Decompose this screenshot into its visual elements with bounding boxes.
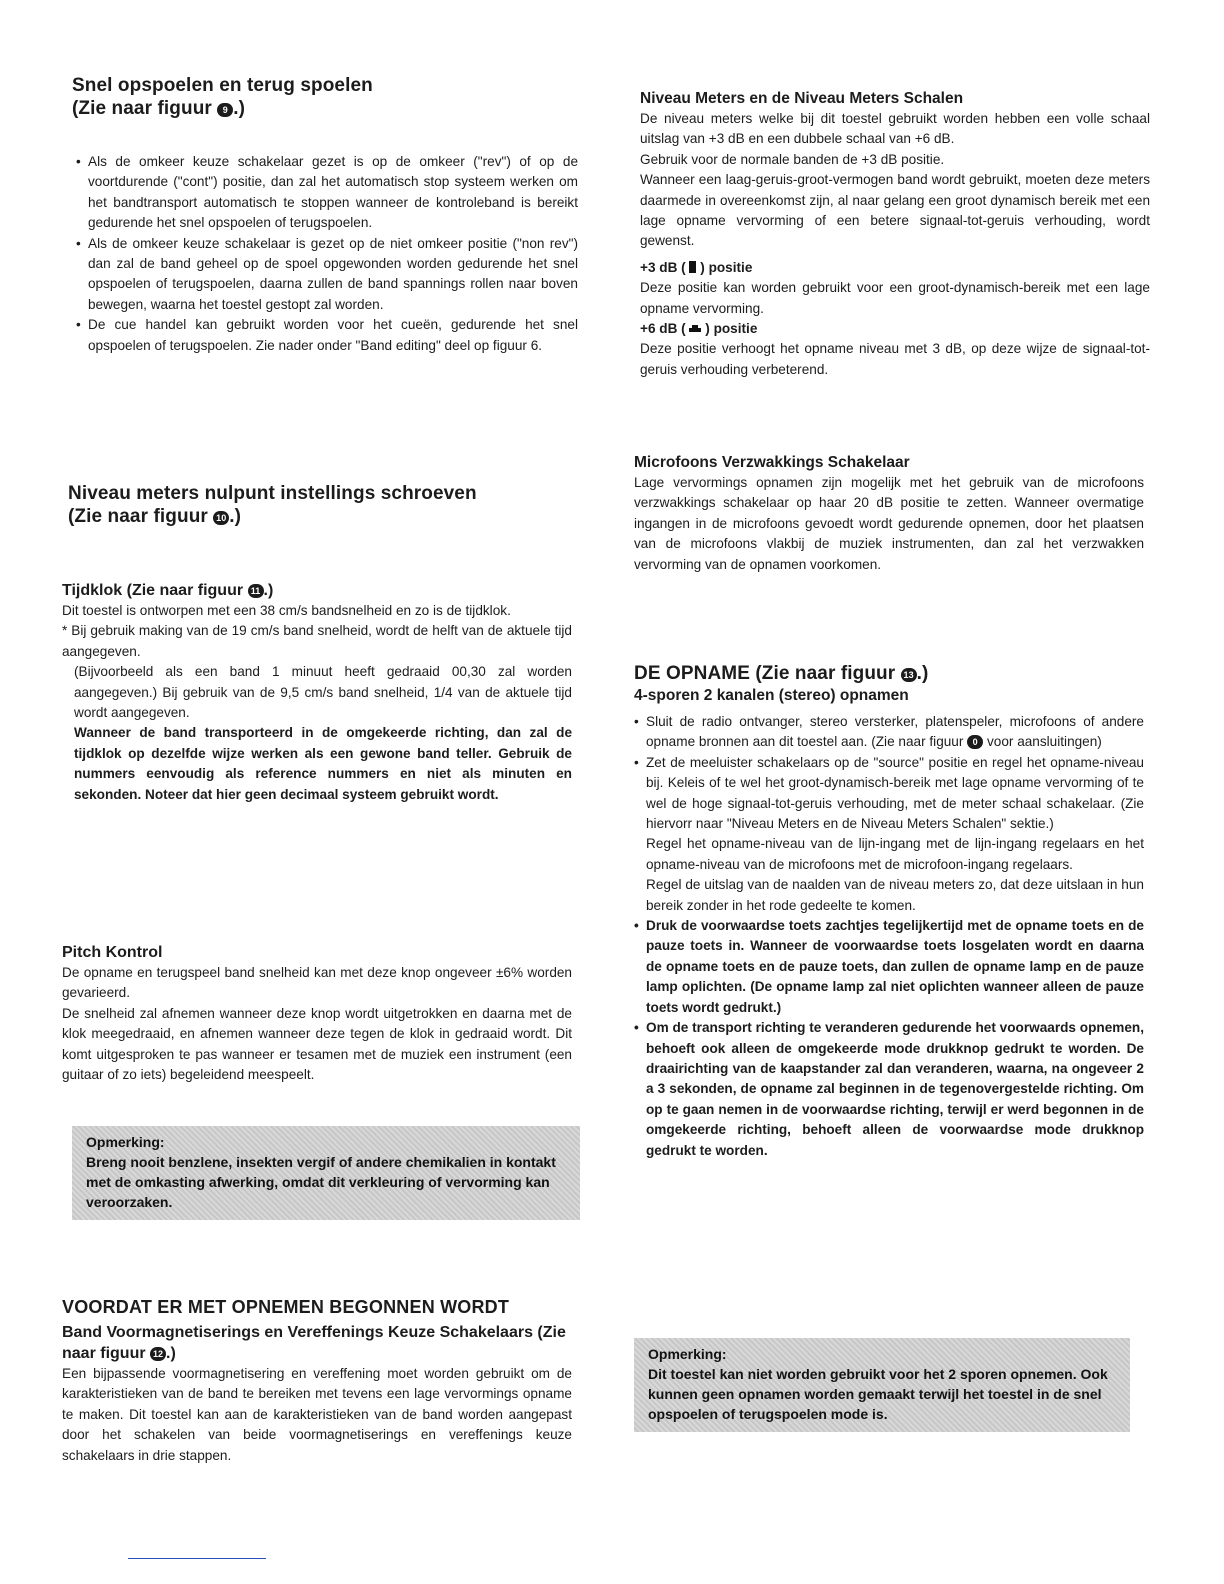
figure-number-badge: 10	[213, 511, 229, 525]
position-label-6db: +6 dB ( ) positie	[640, 321, 758, 337]
list-item: • Zet de meeluister schakelaars op de "source" positie en regel het opname-niveau bij. Keleis of te wel het groot-dynamisch-bereik met lage opname vervorming of te wel de hoge signaal-tot-geruis verhouding, met de meter schaal schakelaar. (Zie hiervorr naar "Niveau Meters en de Niveau Meters Schalen" sektie.) Regel het opname-niveau van de lijn-ingang met de lijn-ingang regelaars en het opname-niveau van de microfoons met de microfoon-ingang regelaars. Regel de uitslag van de naalden van de niveau meters zo, dat deze uitslaan in hun bereik zonder in het rode gedeelte te komen.	[634, 754, 1144, 913]
section-subtitle: (Zie naar figuur 9 .)	[72, 98, 246, 119]
list-item: • De cue handel kan gebruikt worden voor het cueën, gedurende het snel opspoelen of terugspoelen. Zie nader onder "Band editing" deel op figuur 6.	[76, 317, 578, 353]
note-box	[72, 1126, 580, 1220]
paragraph: (Bijvoorbeeld als een band 1 minuut heeft gedraaid 00,30 zal worden aangegeven.) Bij gebruik van de 9,5 cm/s band snelheid, 1/4 van de aktuele tijd wordt aangegeven.	[74, 664, 572, 721]
section-title: Niveau Meters en de Niveau Meters Schalen	[640, 90, 964, 107]
note-label: Opmerking:	[86, 1134, 165, 1150]
bullet-list	[634, 712, 1144, 1161]
section-snel-opspoelen	[72, 74, 582, 120]
section-de-opname	[634, 662, 1144, 1161]
figure-number-badge: 13	[901, 668, 917, 682]
section-niveau-meters	[640, 88, 1150, 380]
paragraph-bold: Wanneer de band transporteerd in de omgekeerde richting, dan zal de tijdklok op dezelfde wijze werken als een gewone band teller. Gebruik de nummers eenvoudig als reference nummers en niet als minuten en sekonden. Noteer dat hier geen decimaal systeem gebruikt wordt.	[74, 725, 572, 802]
figure-number-badge: 9	[217, 103, 233, 117]
figure-number-badge: 0	[967, 735, 983, 749]
section-title: VOORDAT ER MET OPNEMEN BEGONNEN WORDT	[62, 1297, 510, 1317]
section-voordat	[62, 1296, 572, 1466]
meter-scale-tall-icon	[689, 261, 696, 273]
bullet-list	[76, 152, 578, 356]
section-title: DE OPNAME (Zie naar figuur 13 .)	[634, 663, 929, 684]
figure-number-badge: 12	[150, 1347, 166, 1361]
paragraph: Een bijpassende voormagnetisering en vereffening moet worden gebruikt om de karakteristieken van de band te bereiken met tevens een lage vervormings opname te maken. Dit toestel kan aan de karakteristieken van de band worden aangepast door het schakelen van beide voormagnetiserings en vereffenings keuze schakelaars in drie stappen.	[62, 1366, 572, 1463]
paragraph: De snelheid zal afnemen wanneer deze knop wordt uitgetrokken en daarna met de klok meegedraaid, en afnemen wanneer deze tegen de klok in gedraaid wordt. Dit komt uitgesproken te pas wanneer er tesamen met de muziek een instrument (een guitaar of zo iets) begeleidend meespeelt.	[62, 1005, 572, 1083]
section-subtitle: 4-sporen 2 kanalen (stereo) opnamen	[634, 687, 909, 704]
note-text: Dit toestel kan niet worden gebruikt voor het 2 sporen opnemen. Ook kunnen geen opnamen worden gemaakt terwijl het toestel in de snel opspoelen of terugspoelen mode is.	[648, 1366, 1108, 1422]
section-subtitle: (Zie naar figuur 10 .)	[68, 506, 242, 527]
note-label: Opmerking:	[648, 1346, 727, 1362]
figure-number-badge: 11	[248, 584, 264, 598]
paragraph: * Bij gebruik making van de 19 cm/s band snelheid, wordt de helft van de aktuele tijd aangegeven.	[62, 623, 572, 659]
position-label-3db: +3 dB ( ) positie	[640, 259, 753, 275]
paragraph: Deze positie kan worden gebruikt voor een groot-dynamisch-bereik met een lage opname vervorming.	[640, 280, 1150, 316]
paragraph: De niveau meters welke bij dit toestel gebruikt worden hebben een volle schaal uitslag van +3 dB en een dubbele schaal van +6 dB.	[640, 111, 1150, 147]
paragraph: Wanneer een laag-geruis-groot-vermogen band wordt gebruikt, moeten deze meters daarmede in overeenkomst zijn, al naar gelang een groot dynamisch bereik met een lage opname vervorming of een betere signaal-tot-geruis verhouding, wordt gewenst.	[640, 172, 1150, 249]
paragraph: Dit toestel is ontworpen met een 38 cm/s bandsnelheid en zo is de tijdklok.	[62, 603, 511, 618]
note-box	[634, 1338, 1130, 1432]
list-item: • Als de omkeer keuze schakelaar is gezet op de niet omkeer positie ("non rev") dan zal de band geheel op de spoel opgewonden worden gedurende het snel opspoelen of terugspoelen, daarna zullen de band spannings rollen naar boven bewegen, waarna het toestel gestopt zal worden.	[76, 235, 578, 312]
footer-rule	[128, 1558, 266, 1559]
section-title: Snel opspoelen en terug spoelen	[72, 75, 373, 96]
list-item: • Druk de voorwaardse toets zachtjes tegelijkertijd met de opname toets en de pauze toets in. Wanneer de voorwaardse toets losgelaten wordt en daarna de opname toets en de pauze toets, dan zullen de opname lamp en de pauze lamp oplichten. (De opname lamp zal niet oplichten wanneer alleen de pauze toets wordt gedrukt.)	[634, 918, 1144, 1015]
paragraph: De opname en terugspeel band snelheid kan met deze knop ongeveer ±6% worden gevarieerd.	[62, 965, 572, 1001]
section-subtitle: Band Voormagnetiserings en Vereffenings Keuze Schakelaars (Zie naar figuur 12 .)	[62, 1324, 566, 1362]
paragraph: Lage vervormings opnamen zijn mogelijk met het gebruik van de microfoons verzwakkings schakelaar op haar 20 dB positie te zetten. Wanneer overmatige ingangen in de microfoons gevoedt wordt gedurende opnemen, door het plaatsen van de microfoons vlakbij de muziek instrumenten, dan zal het verzwakken vervorming van de opnamen voorkomen.	[634, 475, 1144, 572]
note-text: Breng nooit benzlene, insekten vergif of andere chemikalien in kontakt met de omkasting afwerking, omdat dit verkleuring of vervorming kan veroorzaken.	[86, 1154, 556, 1210]
section-title: Microfoons Verzwakkings Schakelaar	[634, 454, 910, 471]
section-nulpunt	[68, 482, 578, 528]
section-pitch-kontrol	[62, 942, 572, 1085]
section-title: Pitch Kontrol	[62, 944, 163, 961]
paragraph: Deze positie verhoogt het opname niveau met 3 dB, op deze wijze de signaal-tot-geruis verhouding verbeterend.	[640, 341, 1150, 377]
list-item: • Sluit de radio ontvanger, stereo versterker, platenspeler, microfoons of andere opname bronnen aan dit toestel aan. (Zie naar figuur 0 voor aansluitingen)	[634, 714, 1144, 750]
meter-scale-low-icon	[689, 328, 701, 332]
section-microfoons	[634, 452, 1144, 575]
paragraph: Gebruik voor de normale banden de +3 dB positie.	[640, 151, 945, 167]
list-item: • Als de omkeer keuze schakelaar gezet is op de omkeer ("rev") of op de voortdurende ("cont") positie, dan zal het automatisch stop systeem werken om het bandtransport automatisch te stoppen wanneer de kontroleband is bereikt gedurende het snel opspoelen of terugspoelen.	[76, 154, 578, 231]
section-title: Niveau meters nulpunt instellings schroeven	[68, 483, 477, 504]
section-tijdklok	[62, 580, 572, 805]
section-title: Tijdklok (Zie naar figuur 11 .)	[62, 582, 274, 599]
list-item: • Om de transport richting te veranderen gedurende het voorwaards opnemen, behoeft ook alleen de omgekeerde mode drukknop gedrukt te worden. De draairichting van de kaapstander zal dan veranderen, waarna, na ongeveer 2 a 3 sekonden, de opname zal beginnen in de tegenovergestelde richting. Om op te gaan nemen in de voorwaardse richting, terwijl er werd begonnen in de omgekeerde richting, behoeft alleen de voorwaardse mode drukknop gedrukt te worden.	[634, 1020, 1144, 1158]
